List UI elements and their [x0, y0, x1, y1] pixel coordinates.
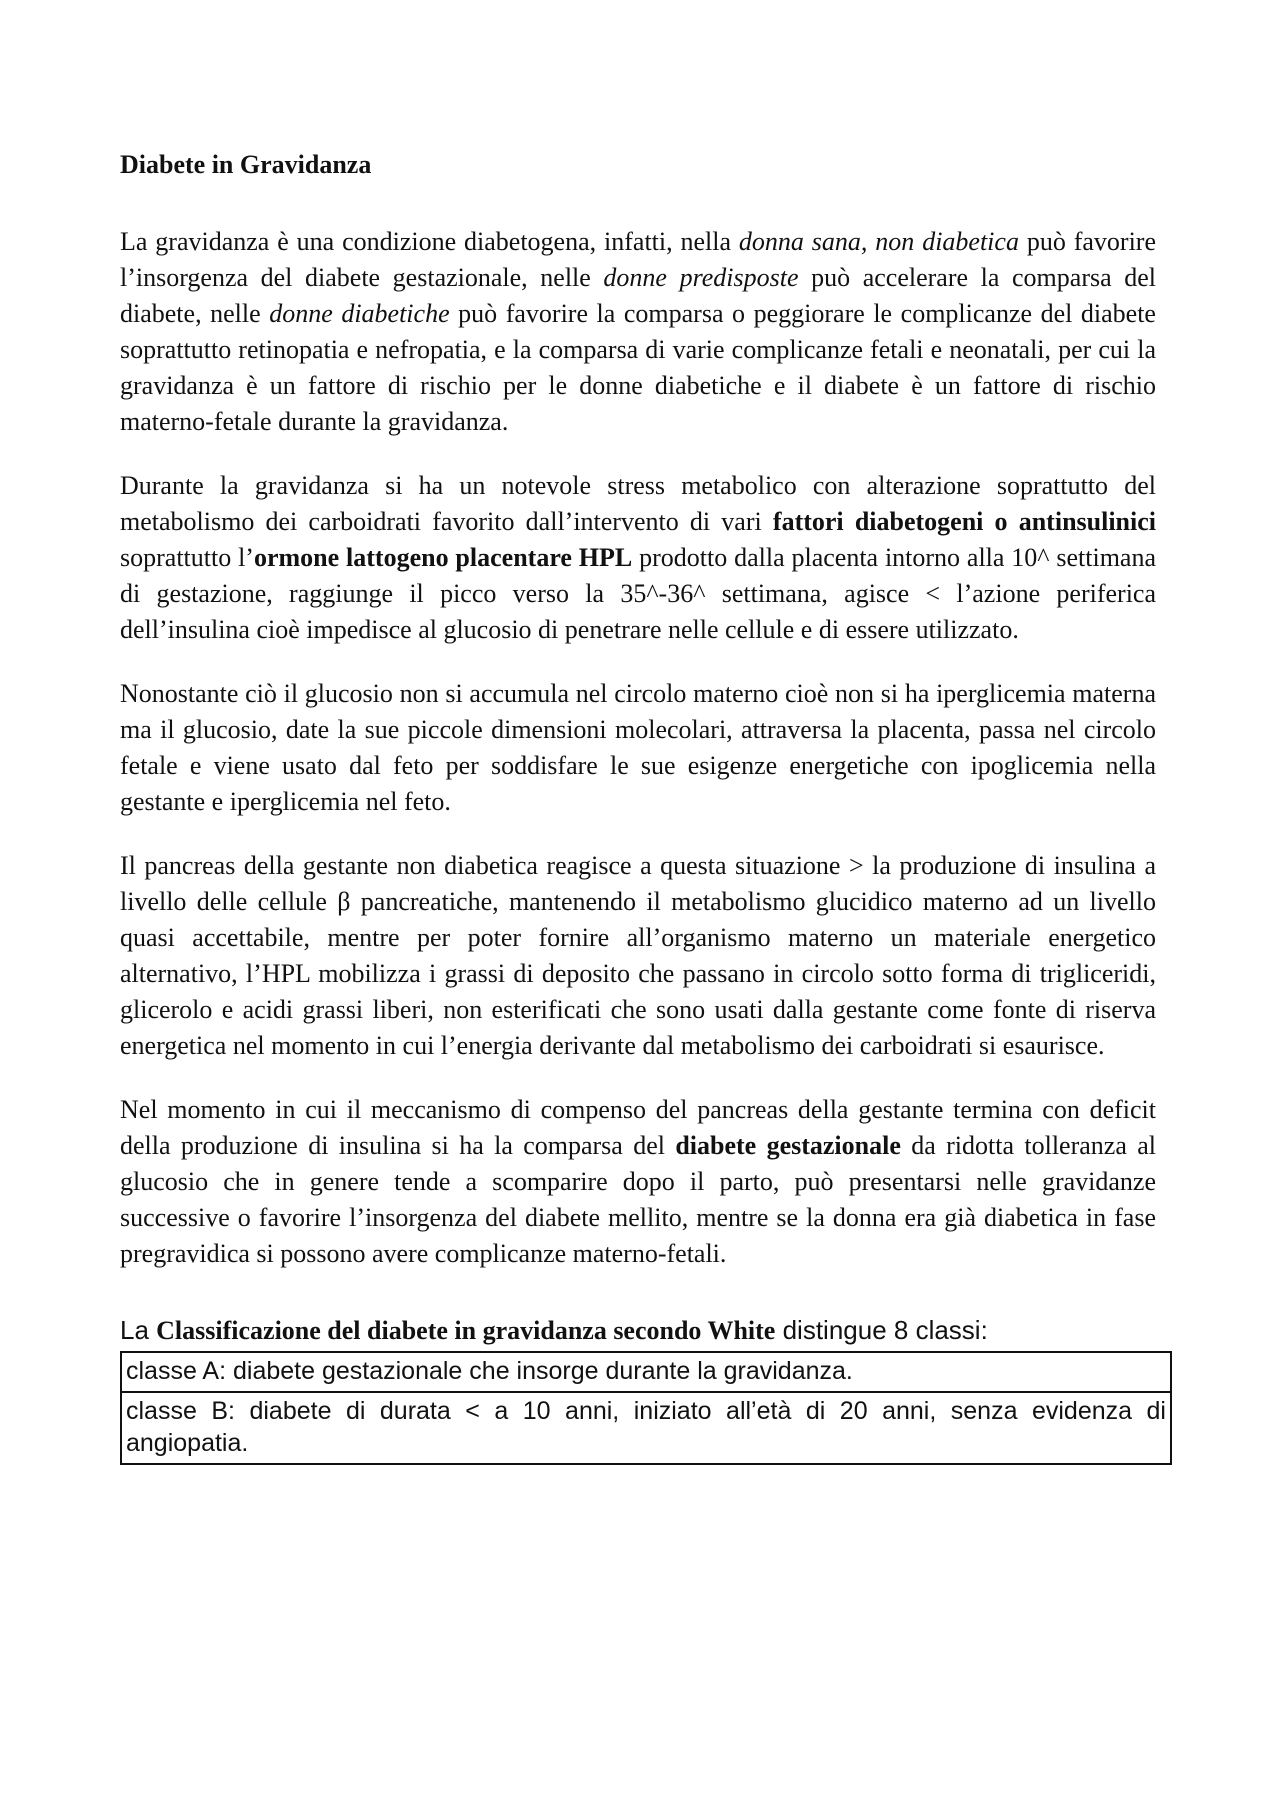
bold-text: Classificazione del diabete in gravidanza secondo White	[156, 1315, 776, 1345]
table-cell: classe A: diabete gestazionale che insorge durante la gravidanza.	[121, 1352, 1171, 1392]
text-run: distingue 8 classi:	[775, 1314, 988, 1345]
paragraph-pancreas-response: Il pancreas della gestante non diabetica reagisce a questa situazione > la produzione di insulina a livello delle cellule β pancreatiche, mantenendo il metabolismo glucidico materno ad un livello quasi accettabile, mentre per poter fornire all’organismo materno un materiale energetico alternativo, l’HPL mobilizza i grassi di deposito che passano in circolo sotto forma di trigliceridi, glicerolo e acidi grassi liberi, non esterificati che sono usati dalla gestante come fonte di riserva energetica nel momento in cui l’energia derivante dal metabolismo dei carboidrati si esaurisce.	[120, 850, 1156, 1060]
paragraph-intro	[120, 224, 1156, 440]
paragraph-glucose-transfer: Nonostante ciò il glucosio non si accumula nel circolo materno cioè non si ha iperglicemia materna ma il glucosio, date la sue piccole dimensioni molecolari, attraversa la placenta, passa nel circolo fetale e viene usato dal feto per soddisfare le sue esigenze energetiche con ipoglicemia nella gestante e iperglicemia nel feto.	[120, 678, 1156, 816]
paragraph-gestational-diabetes	[120, 1092, 1156, 1272]
text-run: può favorire la comparsa o peggiorare le complicanze del diabete soprattutto retinopatia e nefropatia, e la comparsa di varie complicanze fetali e neonatali, per cui la gravidanza è un fattore di rischio per le donne diabetiche e il diabete è un fattore di rischio materno-fetale durante la gravidanza.	[120, 298, 1156, 436]
bold-text: fattori diabetogeni o antinsulinici	[772, 506, 1156, 536]
text-run: Durante la gravidanza si ha un notevole stress metabolico con alterazione soprattutto del metabolismo dei carboidrati favorito dall’intervento di vari	[120, 470, 1156, 536]
text-run: La	[120, 1314, 157, 1345]
table-row	[121, 1392, 1171, 1464]
classification-table	[120, 1351, 1172, 1465]
text-run: soprattutto l’	[120, 542, 254, 572]
emphasis-text: donne predisposte	[603, 262, 799, 292]
text-run: da ridotta tolleranza al glucosio che in genere tende a scomparire dopo il parto, può presentarsi nelle gravidanze successive o favorire l’insorgenza del diabete mellito, mentre se la donna era già diabetica in fase pregravidica si possono avere complicanze materno-fetali.	[120, 1130, 1156, 1268]
classification-intro	[120, 1312, 1156, 1349]
text-run: Nel momento in cui il meccanismo di compenso del pancreas della gestante termina con deficit della produzione di insulina si ha la comparsa del	[120, 1094, 1156, 1160]
text-run: può favorire l’insorgenza del diabete gestazionale, nelle	[120, 226, 1157, 292]
text-run: La gravidanza è una condizione diabetogena, infatti, nella	[120, 226, 739, 256]
document-title: Diabete in Gravidanza	[120, 150, 372, 179]
text-run: prodotto dalla placenta intorno alla 10^ settimana di gestazione, raggiunge il picco verso la 35^-36^ settimana, agisce < l’azione periferica dell’insulina cioè impedisce al glucosio di penetrare nelle cellule e di essere utilizzato.	[120, 542, 1157, 644]
text-run: può accelerare la comparsa del diabete, nelle	[120, 262, 1157, 328]
table-row	[121, 1352, 1171, 1392]
emphasis-text: donna sana, non diabetica	[738, 226, 1019, 256]
bold-text: ormone lattogeno placentare HPL	[253, 542, 633, 572]
document-page	[120, 148, 1166, 1465]
bold-text: diabete gestazionale	[675, 1130, 901, 1160]
emphasis-text: donne diabetiche	[269, 298, 450, 328]
paragraph-metabolic-stress	[120, 468, 1156, 648]
table-cell: classe B: diabete di durata < a 10 anni, iniziato all’età di 20 anni, senza evidenza di angiopatia.	[121, 1392, 1171, 1464]
